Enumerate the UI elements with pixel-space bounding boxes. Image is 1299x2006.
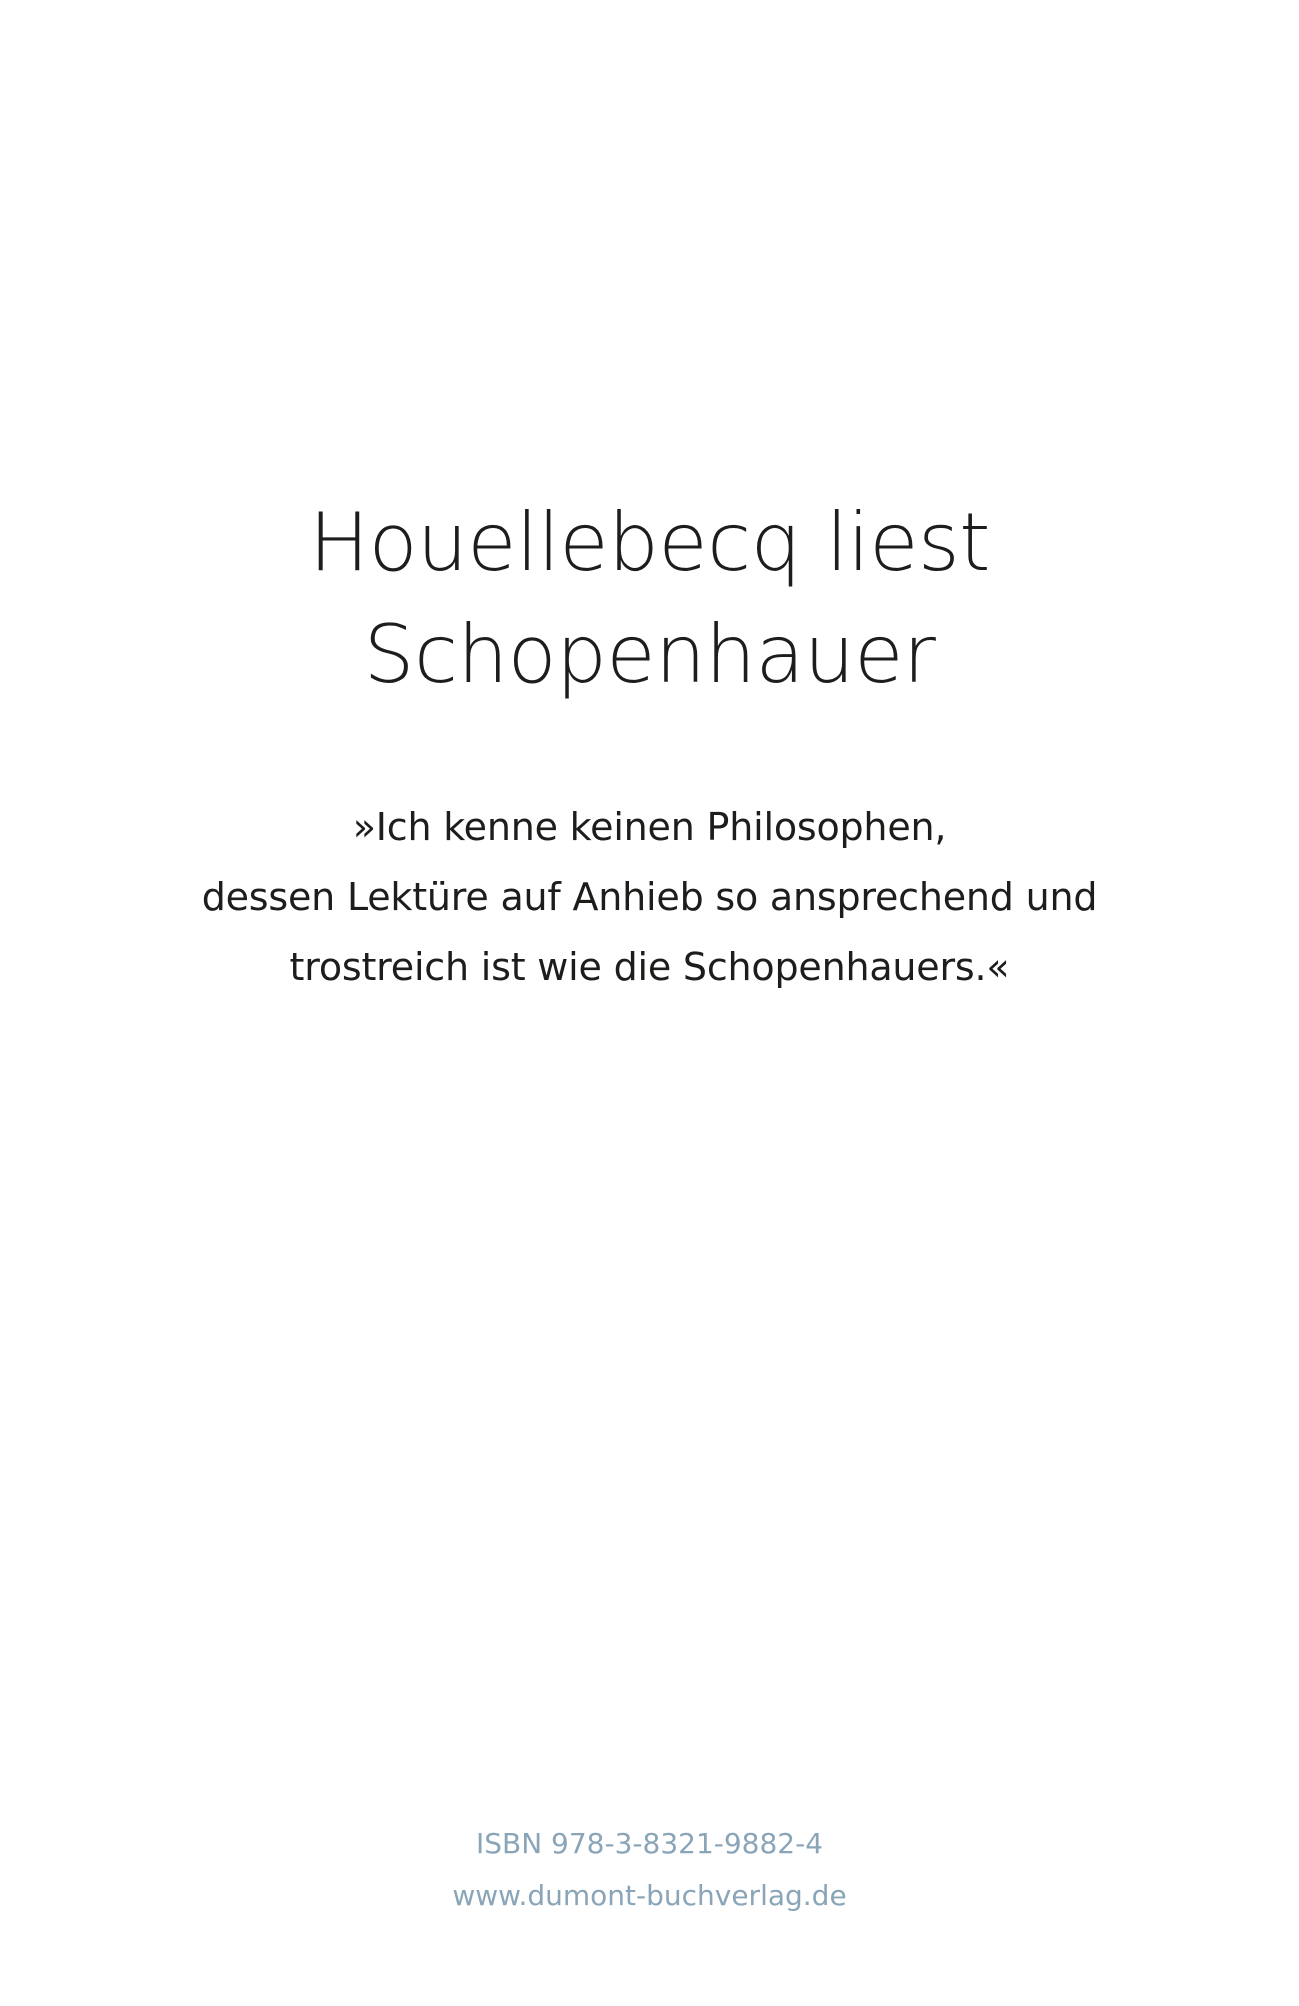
blurb-quote xyxy=(0,792,1299,1002)
quote-line-2: dessen Lektüre auf Anhieb so ansprechend und xyxy=(201,875,1098,919)
publisher-footer xyxy=(0,1818,1299,1922)
isbn-text: ISBN 978-3-8321-9882-4 xyxy=(475,1827,824,1860)
title-line-1: Houellebecq liest xyxy=(308,496,991,589)
publisher-website: www.dumont-buchverlag.de xyxy=(452,1879,847,1912)
title-line-2: Schopenhauer xyxy=(363,608,936,701)
book-title xyxy=(0,487,1299,711)
quote-line-3: trostreich ist wie die Schopenhauers.« xyxy=(289,945,1010,989)
quote-line-1: »Ich kenne keinen Philosophen, xyxy=(352,805,947,849)
